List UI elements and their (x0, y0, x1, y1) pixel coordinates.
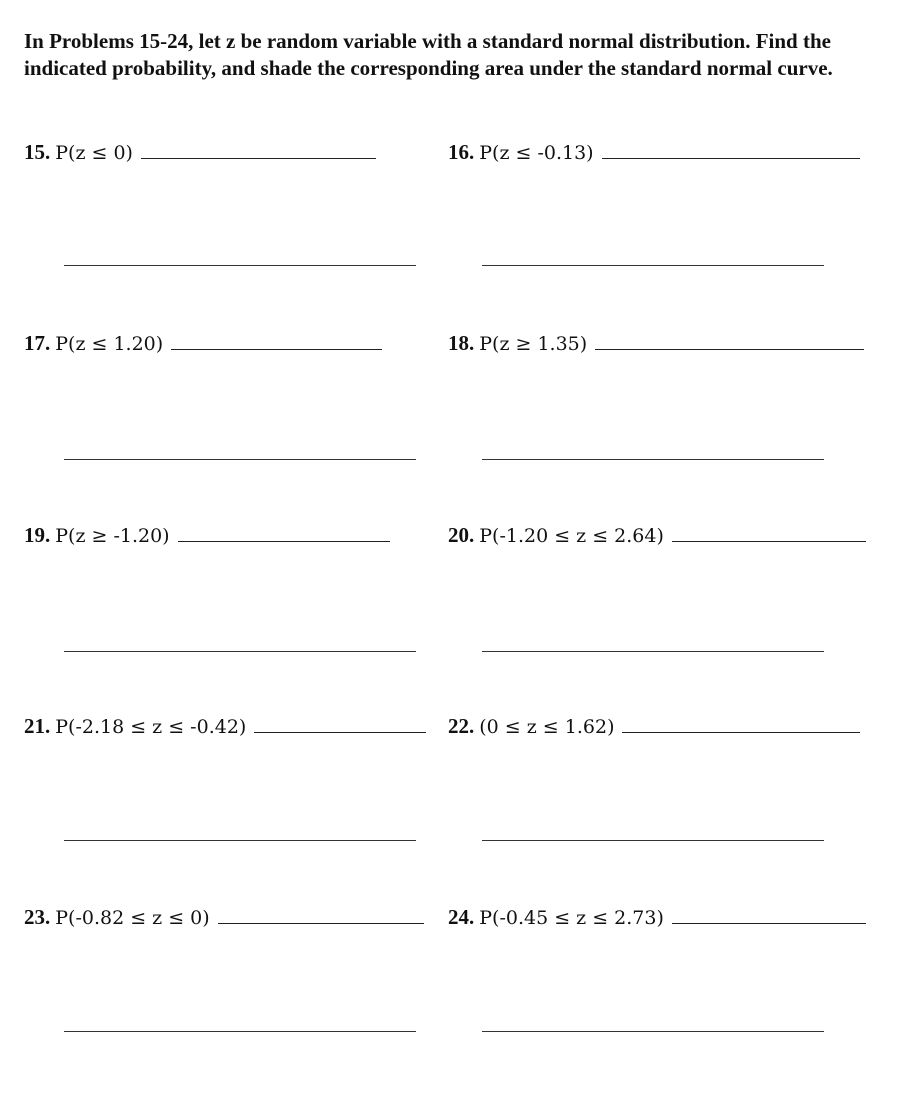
answer-line[interactable] (595, 331, 864, 350)
problem-expression: P(z ≤ -0.13) (479, 142, 594, 164)
problem-expression: P(z ≥ 1.35) (479, 333, 588, 355)
problem-21 (24, 714, 426, 742)
answer-line[interactable] (141, 140, 376, 159)
problem-number: 22. (448, 714, 475, 738)
problem-number: 16. (448, 140, 475, 164)
problem-expression: P(-0.45 ≤ z ≤ 2.73) (479, 907, 664, 929)
problem-expression: (0 ≤ z ≤ 1.62) (479, 716, 615, 738)
problem-number: 18. (448, 331, 475, 355)
answer-line[interactable] (254, 714, 426, 733)
work-line-18[interactable] (482, 459, 824, 460)
problem-expression: P(z ≥ -1.20) (55, 525, 170, 547)
work-line-23[interactable] (64, 1031, 416, 1032)
problem-16 (448, 140, 860, 168)
work-line-20[interactable] (482, 651, 824, 652)
work-line-24[interactable] (482, 1031, 824, 1032)
answer-line[interactable] (171, 331, 382, 350)
work-line-19[interactable] (64, 651, 416, 652)
problem-17 (24, 331, 382, 359)
problem-number: 15. (24, 140, 51, 164)
problem-expression: P(-2.18 ≤ z ≤ -0.42) (55, 716, 247, 738)
problem-expression: P(z ≤ 0) (55, 142, 133, 164)
work-line-16[interactable] (482, 265, 824, 266)
problem-expression: P(z ≤ 1.20) (55, 333, 164, 355)
work-line-17[interactable] (64, 459, 416, 460)
problem-19 (24, 523, 390, 551)
problem-24 (448, 905, 866, 933)
problem-number: 17. (24, 331, 51, 355)
answer-line[interactable] (672, 523, 866, 542)
problem-number: 24. (448, 905, 475, 929)
work-line-15[interactable] (64, 265, 416, 266)
problem-18 (448, 331, 864, 359)
problem-expression: P(-0.82 ≤ z ≤ 0) (55, 907, 210, 929)
answer-line[interactable] (672, 905, 866, 924)
instructions: In Problems 15-24, let z be random variable with a standard normal distribution. Find the indicated probability, and shade the corresponding area under the standard normal curve. (24, 29, 833, 80)
work-line-21[interactable] (64, 840, 416, 841)
problem-15 (24, 140, 376, 168)
problem-expression: P(-1.20 ≤ z ≤ 2.64) (479, 525, 664, 547)
answer-line[interactable] (218, 905, 424, 924)
problem-number: 21. (24, 714, 51, 738)
problem-20 (448, 523, 866, 551)
problem-22 (448, 714, 860, 742)
problem-number: 19. (24, 523, 51, 547)
answer-line[interactable] (178, 523, 390, 542)
answer-line[interactable] (602, 140, 860, 159)
problem-number: 23. (24, 905, 51, 929)
work-line-22[interactable] (482, 840, 824, 841)
problem-number: 20. (448, 523, 475, 547)
problem-23 (24, 905, 424, 933)
answer-line[interactable] (622, 714, 860, 733)
